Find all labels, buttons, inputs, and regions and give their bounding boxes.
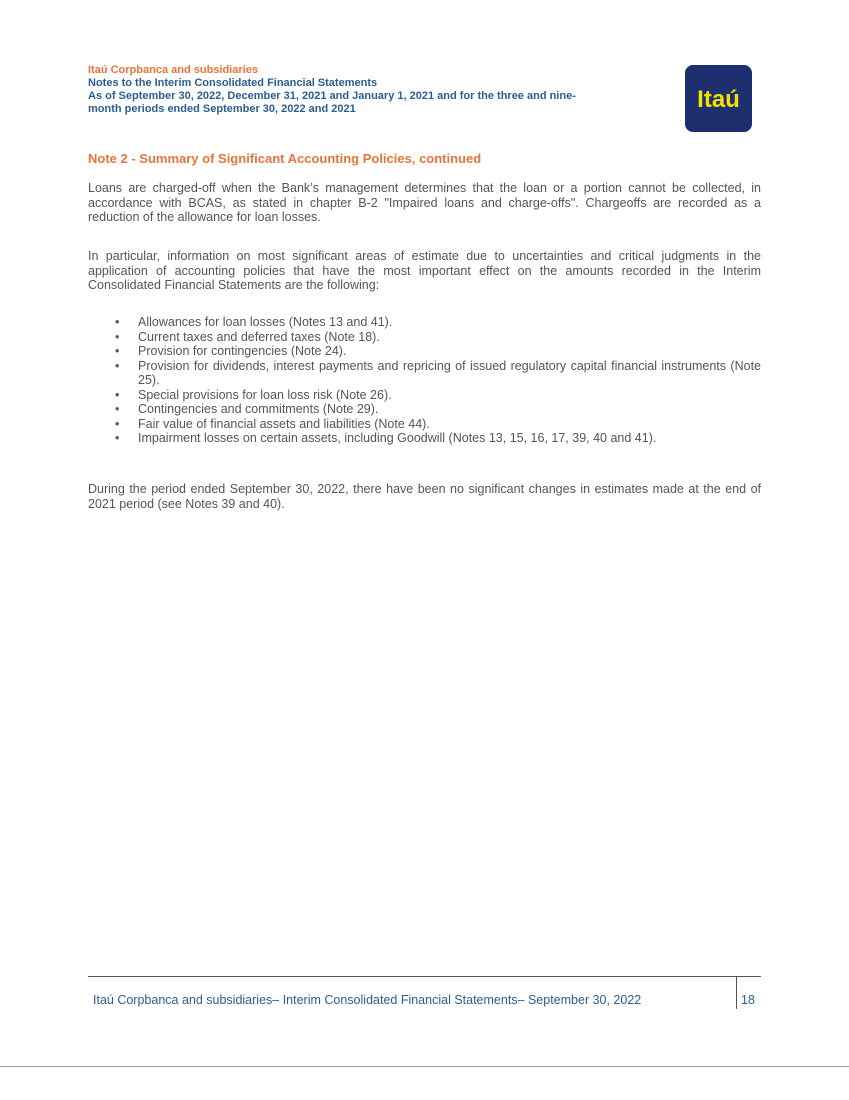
paragraph-estimates-intro: In particular, information on most significant areas of estimate due to uncertainties and critical judgments in the application of accounting policies that have the most important effect on the amounts recorded in the Interim Consolidated Financial Statements are the following: — [88, 249, 761, 292]
page-number: 18 — [741, 993, 755, 1007]
header-period-line-1: As of September 30, 2022, December 31, 2021 and January 1, 2021 and for the three and nine- — [88, 90, 576, 102]
document-header — [88, 64, 668, 116]
page-bottom-divider — [0, 1066, 849, 1067]
note-title: Note 2 - Summary of Significant Accounting Policies, continued — [88, 151, 482, 166]
list-item: • Provision for dividends, interest payments and repricing of issued regulatory capital financial instruments (Note 25). — [88, 359, 761, 388]
list-item: • Current taxes and deferred taxes (Note 18). — [88, 330, 761, 345]
footer-page-separator — [736, 977, 737, 1009]
itau-logo — [685, 65, 752, 132]
paragraph-no-changes: During the period ended September 30, 2022, there have been no significant changes in estimates made at the end of 2021 period (see Notes 39 and 40). — [88, 482, 761, 511]
itau-logo-text: Itaú — [697, 86, 740, 113]
list-item: • Fair value of financial assets and liabilities (Note 44). — [88, 417, 761, 432]
company-name: Itaú Corpbanca and subsidiaries — [88, 64, 258, 76]
list-item: • Impairment losses on certain assets, including Goodwill (Notes 13, 15, 16, 17, 39, 40 and 41). — [88, 431, 761, 446]
header-period-line-2: month periods ended September 30, 2022 and 2021 — [88, 103, 356, 115]
list-item: • Special provisions for loan loss risk (Note 26). — [88, 388, 761, 403]
list-item: • Allowances for loan losses (Notes 13 and 41). — [88, 315, 761, 330]
estimates-bullet-list — [88, 315, 761, 446]
footer-divider — [88, 976, 761, 977]
header-subtitle: Notes to the Interim Consolidated Financial Statements — [88, 77, 378, 89]
footer-text: Itaú Corpbanca and subsidiaries– Interim Consolidated Financial Statements– September 30, 2022 — [93, 993, 642, 1007]
paragraph-charge-offs: Loans are charged-off when the Bank’s management determines that the loan or a portion cannot be collected, in accordance with BCAS, as stated in chapter B-2 "Impaired loans and charge-offs". Chargeoffs are recorded as a reduction of the allowance for loan losses. — [88, 181, 761, 224]
list-item: • Contingencies and commitments (Note 29). — [88, 402, 761, 417]
list-item: • Provision for contingencies (Note 24). — [88, 344, 761, 359]
